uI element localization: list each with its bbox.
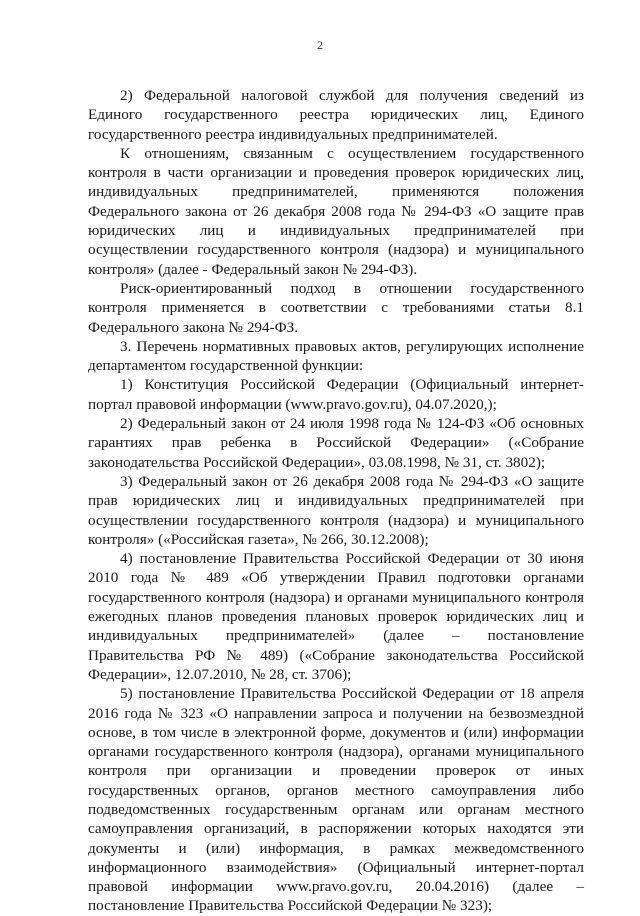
- paragraph-control-relations: К отношениям, связанным с осуществлением государственного контроля в части организации и проведения проверок юридических лиц, индивидуальных предпринимателей, применяются положения Федерального закона от 26 декабря 2008 года № 294-ФЗ «О защите прав юридических лиц и индивидуальных предпринимателей при осуществлении государственного контроля (надзора) и муниципального контроля» (далее - Федеральный закон № 294-ФЗ).: [88, 144, 584, 278]
- paragraph-legal-acts-heading: 3. Перечень нормативных правовых актов, регулирующих исполнение департаментом государственной функции:: [88, 337, 584, 375]
- list-item-federal-law-294: 3) Федеральный закон от 26 декабря 2008 года № 294-ФЗ «О защите прав юридических лиц и индивидуальных предпринимателей при осуществлении государственного контроля (надзора) и муниципального контроля» («Российская газета», № 266, 30.12.2008);: [88, 472, 584, 548]
- paragraph-tax-service: 2) Федеральной налоговой службой для получения сведений из Единого государственного реестра юридических лиц, Единого государственного реестра индивидуальных предпринимателей.: [88, 87, 584, 143]
- list-item-resolution-323: 5) постановление Правительства Российской Федерации от 18 апреля 2016 года № 323 «О направлении запроса и получении на безвозмездной основе, в том числе в электронной форме, документов и (или) информации органами государственного контроля (надзора), органами муниципального контроля при организации и проведении проверок от иных государственных органов, органов местного самоуправления либо подведомственных государственным органам или органам местного самоуправления организаций, в распоряжении которых находятся эти документы и (или) информация, в рамках межведомственного информационного взаимодействия» (Официальный интернет-портал правовой информации www.pravo.gov.ru, 20.04.2016) (далее – постановление Правительства Российской Федерации № 323);: [88, 685, 584, 915]
- list-item-federal-law-124: 2) Федеральный закон от 24 июля 1998 года № 124-ФЗ «Об основных гарантиях прав ребенка в Российской Федерации» («Собрание законодательства Российской Федерации», 03.08.1998, № 31, ст. 3802);: [88, 415, 584, 471]
- paragraph-risk-approach: Риск-ориентированный подход в отношении государственного контроля применяется в соответствии с требованиями статьи 8.1 Федерального закона № 294-ФЗ.: [88, 279, 584, 336]
- page-number: 2: [317, 38, 323, 52]
- document-body: [88, 86, 584, 916]
- list-item-resolution-489: 4) постановление Правительства Российской Федерации от 30 июня 2010 года № 489 «Об утверждении Правил подготовки органами государственного контроля (надзора) и органами муниципального контроля ежегодных планов проведения плановых проверок юридических лиц и индивидуальных предпринимателей» (далее – постановление Правительства РФ № 489) («Собрание законодательства Российской Федерации», 12.07.2010, № 28, ст. 3706);: [88, 550, 584, 683]
- list-item-constitution: 1) Конституция Российской Федерации (Официальный интернет-портал правовой информации (www.pravo.gov.ru), 04.07.2020,);: [88, 376, 584, 413]
